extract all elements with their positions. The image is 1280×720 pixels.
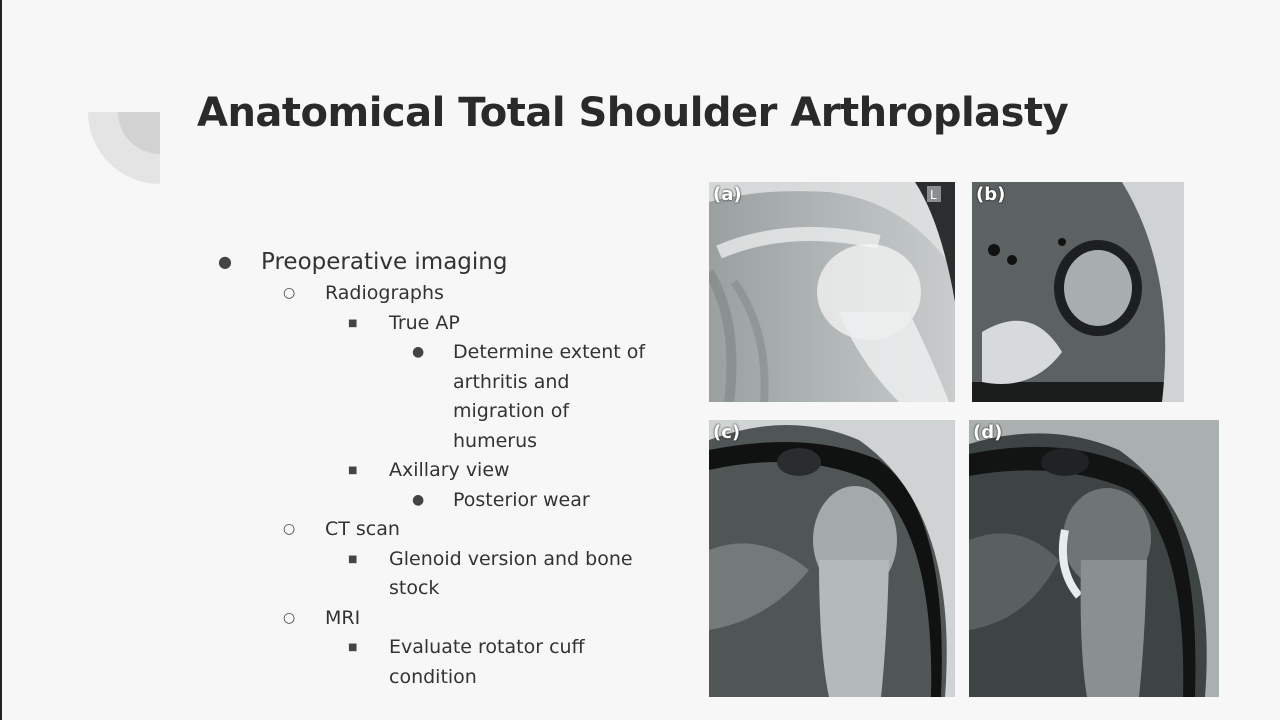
square-bullet-icon: ■: [348, 642, 358, 653]
filled-circle-bullet-icon: ●: [218, 252, 232, 271]
filled-circle-bullet-icon: ●: [412, 491, 425, 508]
square-bullet-icon: ■: [348, 553, 358, 565]
bullet-axillary-view: ■ Axillary view: [212, 456, 672, 486]
imaging-figure: [707, 182, 1219, 697]
hollow-circle-bullet-icon: ○: [283, 521, 296, 537]
bullet-mri: ○ MRI: [212, 604, 672, 634]
bullet-true-ap: ■ True AP: [212, 309, 672, 339]
bullet-ct-scan: ○ CT scan: [212, 515, 672, 545]
bullet-true-ap-detail: ● Determine extent of arthritis and migration of humerus: [212, 338, 653, 456]
filled-circle-bullet-icon: ●: [412, 344, 425, 360]
mri-panel-d: [969, 420, 1219, 697]
bullet-list: [212, 245, 672, 692]
side-marker: L: [930, 188, 937, 202]
bullet-axillary-detail: ● Posterior wear: [212, 486, 653, 516]
decorative-quarter-circle-icon: [88, 112, 160, 184]
hollow-circle-bullet-icon: ○: [283, 285, 296, 301]
slide-title: Anatomical Total Shoulder Arthroplasty: [197, 90, 1069, 136]
xray-panel-a: [709, 182, 955, 402]
bullet-mri-detail: ■ Evaluate rotator cuff condition: [212, 633, 672, 692]
panel-label-a: (a): [713, 184, 742, 205]
panel-label-b: (b): [976, 184, 1006, 205]
hollow-circle-bullet-icon: ○: [283, 609, 296, 626]
square-bullet-icon: ■: [348, 465, 358, 476]
bullet-ct-detail: ■ Glenoid version and bone stock: [212, 545, 672, 604]
mri-axial-image: [972, 182, 1184, 402]
xray-image: [709, 182, 955, 402]
mri-panel-c: [709, 420, 955, 697]
bullet-preoperative-imaging: ● Preoperative imaging: [212, 245, 672, 279]
mri-coronal-image: [709, 420, 955, 697]
panel-label-d: (d): [973, 422, 1003, 443]
square-bullet-icon: ■: [348, 317, 358, 329]
bullet-radiographs: ○ Radiographs: [212, 279, 672, 309]
mri-panel-b: [972, 182, 1184, 402]
panel-label-c: (c): [713, 422, 741, 443]
mri-coronal-fat-sat-image: [969, 420, 1219, 697]
